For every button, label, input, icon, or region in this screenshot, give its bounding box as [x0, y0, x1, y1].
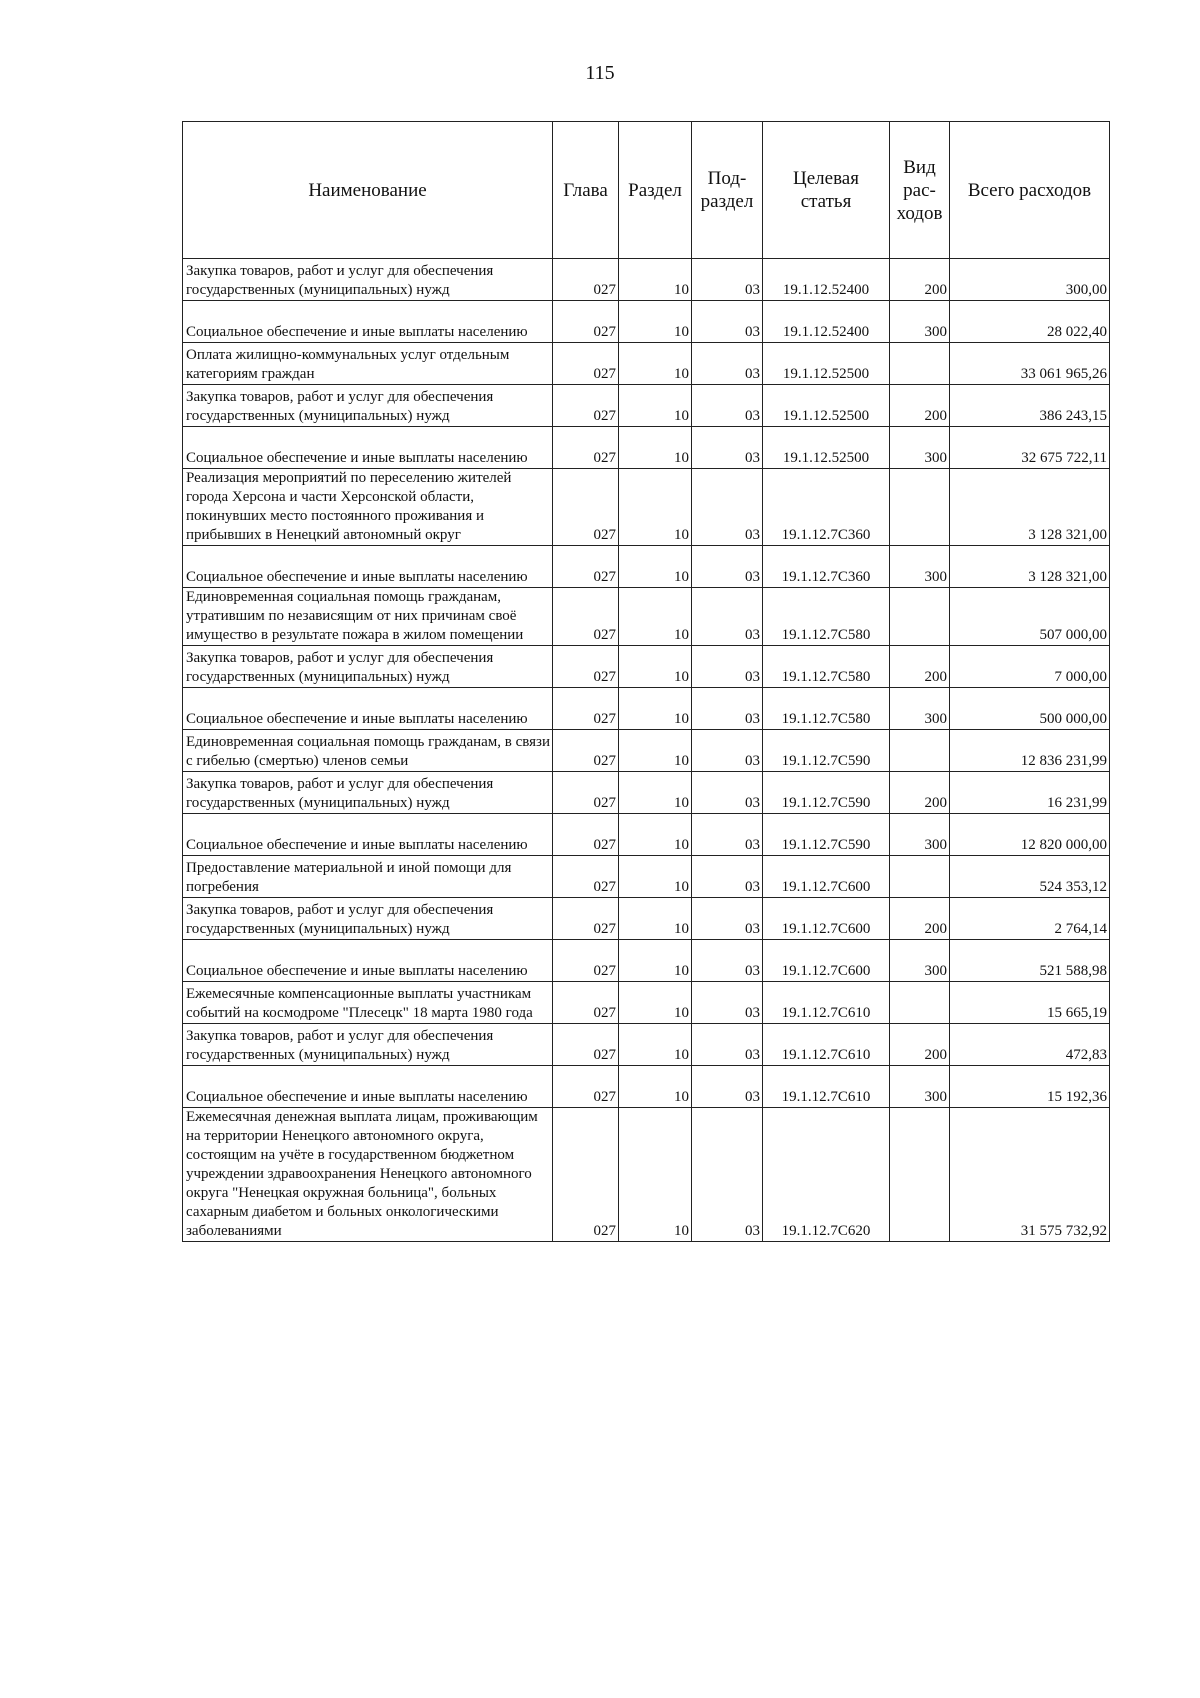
cell-podrazdel: 03: [692, 814, 763, 856]
cell-tselevaya: 19.1.12.52400: [763, 301, 890, 343]
cell-tselevaya: 19.1.12.7С610: [763, 1024, 890, 1066]
cell-tselevaya: 19.1.12.7С590: [763, 772, 890, 814]
cell-name: Ежемесячная денежная выплата лицам, проживающим на территории Ненецкого автономного округа, состоящим на учёте в государственном бюджетном учреждении здравоохранения Ненецкого автономного округа "Ненецкая окружная больница", больных сахарным диабетом и больных онкологическими заболеваниями: [183, 1108, 553, 1242]
cell-razdel: 10: [619, 730, 692, 772]
cell-tselevaya: 19.1.12.7С580: [763, 688, 890, 730]
cell-glava: 027: [553, 1024, 619, 1066]
cell-razdel: 10: [619, 469, 692, 546]
cell-vid: 300: [890, 301, 950, 343]
cell-vid: [890, 856, 950, 898]
cell-razdel: 10: [619, 940, 692, 982]
table-row: [183, 814, 1110, 856]
table-row: [183, 427, 1110, 469]
cell-vid: 200: [890, 259, 950, 301]
cell-vid: 200: [890, 898, 950, 940]
cell-podrazdel: 03: [692, 1024, 763, 1066]
cell-glava: 027: [553, 730, 619, 772]
cell-vid: 200: [890, 385, 950, 427]
cell-glava: 027: [553, 646, 619, 688]
cell-total: 2 764,14: [950, 898, 1110, 940]
cell-razdel: 10: [619, 856, 692, 898]
header-total: Всего расходов: [950, 122, 1110, 259]
cell-podrazdel: 03: [692, 730, 763, 772]
cell-tselevaya: 19.1.12.7С590: [763, 730, 890, 772]
cell-glava: 027: [553, 588, 619, 646]
cell-total: 521 588,98: [950, 940, 1110, 982]
cell-vid: [890, 469, 950, 546]
cell-name: Оплата жилищно-коммунальных услуг отдельным категориям граждан: [183, 343, 553, 385]
cell-tselevaya: 19.1.12.7С600: [763, 940, 890, 982]
cell-tselevaya: 19.1.12.52500: [763, 385, 890, 427]
cell-total: 524 353,12: [950, 856, 1110, 898]
cell-vid: 300: [890, 814, 950, 856]
cell-podrazdel: 03: [692, 772, 763, 814]
cell-total: 3 128 321,00: [950, 546, 1110, 588]
cell-name: Социальное обеспечение и иные выплаты населению: [183, 814, 553, 856]
cell-tselevaya: 19.1.12.7С360: [763, 469, 890, 546]
cell-glava: 027: [553, 1066, 619, 1108]
table-row: [183, 385, 1110, 427]
cell-glava: 027: [553, 385, 619, 427]
table-row: [183, 1024, 1110, 1066]
cell-name: Социальное обеспечение и иные выплаты населению: [183, 1066, 553, 1108]
cell-podrazdel: 03: [692, 898, 763, 940]
cell-glava: 027: [553, 814, 619, 856]
cell-total: 15 192,36: [950, 1066, 1110, 1108]
cell-podrazdel: 03: [692, 343, 763, 385]
cell-razdel: 10: [619, 982, 692, 1024]
cell-razdel: 10: [619, 546, 692, 588]
cell-vid: [890, 982, 950, 1024]
cell-total: 33 061 965,26: [950, 343, 1110, 385]
cell-podrazdel: 03: [692, 301, 763, 343]
cell-total: 12 836 231,99: [950, 730, 1110, 772]
cell-name: Реализация мероприятий по переселению жителей города Херсона и части Херсонской области, покинувших место постоянного проживания и прибывших в Ненецкий автономный округ: [183, 469, 553, 546]
cell-vid: 200: [890, 772, 950, 814]
cell-podrazdel: 03: [692, 469, 763, 546]
cell-total: 28 022,40: [950, 301, 1110, 343]
cell-glava: 027: [553, 688, 619, 730]
cell-total: 3 128 321,00: [950, 469, 1110, 546]
table-row: [183, 688, 1110, 730]
cell-tselevaya: 19.1.12.7С610: [763, 982, 890, 1024]
table-row: [183, 982, 1110, 1024]
page-number: 115: [585, 62, 615, 84]
table-row: [183, 940, 1110, 982]
table-row: [183, 469, 1110, 546]
cell-vid: 200: [890, 1024, 950, 1066]
cell-razdel: 10: [619, 588, 692, 646]
table-row: [183, 301, 1110, 343]
cell-name: Закупка товаров, работ и услуг для обеспечения государственных (муниципальных) нужд: [183, 646, 553, 688]
cell-vid: 300: [890, 688, 950, 730]
header-row: [183, 122, 1110, 259]
cell-name: Ежемесячные компенсационные выплаты участникам событий на космодроме "Плесецк" 18 марта 1980 года: [183, 982, 553, 1024]
cell-razdel: 10: [619, 343, 692, 385]
cell-tselevaya: 19.1.12.7С580: [763, 646, 890, 688]
cell-podrazdel: 03: [692, 646, 763, 688]
table-row: [183, 588, 1110, 646]
cell-razdel: 10: [619, 427, 692, 469]
cell-vid: [890, 343, 950, 385]
cell-razdel: 10: [619, 772, 692, 814]
cell-podrazdel: 03: [692, 259, 763, 301]
cell-total: 386 243,15: [950, 385, 1110, 427]
cell-name: Единовременная социальная помощь гражданам, в связи с гибелью (смертью) членов семьи: [183, 730, 553, 772]
cell-name: Закупка товаров, работ и услуг для обеспечения государственных (муниципальных) нужд: [183, 259, 553, 301]
cell-tselevaya: 19.1.12.7С610: [763, 1066, 890, 1108]
cell-vid: 300: [890, 546, 950, 588]
cell-podrazdel: 03: [692, 588, 763, 646]
cell-total: 32 675 722,11: [950, 427, 1110, 469]
cell-podrazdel: 03: [692, 688, 763, 730]
table-row: [183, 898, 1110, 940]
cell-name: Социальное обеспечение и иные выплаты населению: [183, 427, 553, 469]
cell-vid: 300: [890, 1066, 950, 1108]
cell-podrazdel: 03: [692, 1066, 763, 1108]
cell-name: Закупка товаров, работ и услуг для обеспечения государственных (муниципальных) нужд: [183, 898, 553, 940]
cell-glava: 027: [553, 469, 619, 546]
table-row: [183, 772, 1110, 814]
cell-name: Закупка товаров, работ и услуг для обеспечения государственных (муниципальных) нужд: [183, 772, 553, 814]
cell-podrazdel: 03: [692, 856, 763, 898]
cell-name: Единовременная социальная помощь гражданам, утратившим по независящим от них причинам своё имущество в результате пожара в жилом помещении: [183, 588, 553, 646]
cell-name: Социальное обеспечение и иные выплаты населению: [183, 546, 553, 588]
header-glava: Глава: [553, 122, 619, 259]
cell-name: Предоставление материальной и иной помощи для погребения: [183, 856, 553, 898]
cell-razdel: 10: [619, 1108, 692, 1242]
cell-name: Социальное обеспечение и иные выплаты населению: [183, 301, 553, 343]
cell-name: Социальное обеспечение и иные выплаты населению: [183, 688, 553, 730]
cell-podrazdel: 03: [692, 427, 763, 469]
cell-razdel: 10: [619, 688, 692, 730]
cell-glava: 027: [553, 898, 619, 940]
cell-vid: [890, 1108, 950, 1242]
cell-tselevaya: 19.1.12.7С600: [763, 856, 890, 898]
cell-vid: [890, 730, 950, 772]
cell-tselevaya: 19.1.12.52400: [763, 259, 890, 301]
cell-glava: 027: [553, 1108, 619, 1242]
cell-total: 31 575 732,92: [950, 1108, 1110, 1242]
cell-total: 16 231,99: [950, 772, 1110, 814]
cell-vid: 300: [890, 427, 950, 469]
table-row: [183, 546, 1110, 588]
cell-vid: 200: [890, 646, 950, 688]
cell-tselevaya: 19.1.12.7С600: [763, 898, 890, 940]
header-razdel: Раздел: [619, 122, 692, 259]
cell-razdel: 10: [619, 1024, 692, 1066]
cell-glava: 027: [553, 343, 619, 385]
cell-glava: 027: [553, 301, 619, 343]
cell-podrazdel: 03: [692, 940, 763, 982]
cell-total: 12 820 000,00: [950, 814, 1110, 856]
cell-total: 15 665,19: [950, 982, 1110, 1024]
cell-total: 507 000,00: [950, 588, 1110, 646]
cell-tselevaya: 19.1.12.7С590: [763, 814, 890, 856]
cell-name: Закупка товаров, работ и услуг для обеспечения государственных (муниципальных) нужд: [183, 385, 553, 427]
table-row: [183, 259, 1110, 301]
cell-glava: 027: [553, 772, 619, 814]
cell-podrazdel: 03: [692, 546, 763, 588]
cell-glava: 027: [553, 940, 619, 982]
cell-vid: 300: [890, 940, 950, 982]
table-row: [183, 343, 1110, 385]
cell-tselevaya: 19.1.12.52500: [763, 427, 890, 469]
cell-razdel: 10: [619, 814, 692, 856]
cell-tselevaya: 19.1.12.7С580: [763, 588, 890, 646]
table-body: [183, 259, 1110, 1242]
cell-razdel: 10: [619, 301, 692, 343]
cell-tselevaya: 19.1.12.52500: [763, 343, 890, 385]
header-podrazdel: Под- раздел: [692, 122, 763, 259]
cell-total: 7 000,00: [950, 646, 1110, 688]
cell-total: 300,00: [950, 259, 1110, 301]
cell-tselevaya: 19.1.12.7С360: [763, 546, 890, 588]
cell-razdel: 10: [619, 385, 692, 427]
expenses-table: [182, 121, 1110, 1242]
header-vid: Вид рас- ходов: [890, 122, 950, 259]
table-row: [183, 646, 1110, 688]
cell-razdel: 10: [619, 646, 692, 688]
header-name: Наименование: [183, 122, 553, 259]
table-row: [183, 730, 1110, 772]
cell-glava: 027: [553, 982, 619, 1024]
cell-total: 500 000,00: [950, 688, 1110, 730]
cell-podrazdel: 03: [692, 982, 763, 1024]
cell-name: Социальное обеспечение и иные выплаты населению: [183, 940, 553, 982]
cell-vid: [890, 588, 950, 646]
cell-glava: 027: [553, 259, 619, 301]
cell-podrazdel: 03: [692, 385, 763, 427]
cell-glava: 027: [553, 427, 619, 469]
cell-razdel: 10: [619, 898, 692, 940]
table-row: [183, 1108, 1110, 1242]
cell-name: Закупка товаров, работ и услуг для обеспечения государственных (муниципальных) нужд: [183, 1024, 553, 1066]
cell-tselevaya: 19.1.12.7С620: [763, 1108, 890, 1242]
cell-podrazdel: 03: [692, 1108, 763, 1242]
cell-total: 472,83: [950, 1024, 1110, 1066]
cell-razdel: 10: [619, 1066, 692, 1108]
header-tselevaya: Целевая статья: [763, 122, 890, 259]
table-row: [183, 856, 1110, 898]
cell-glava: 027: [553, 856, 619, 898]
cell-glava: 027: [553, 546, 619, 588]
table-row: [183, 1066, 1110, 1108]
cell-razdel: 10: [619, 259, 692, 301]
